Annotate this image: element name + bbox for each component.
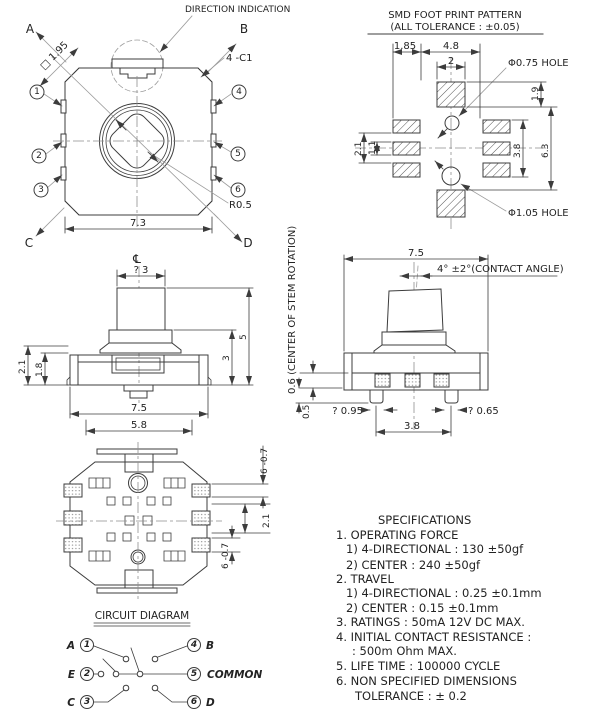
spec-line: 1) 4-DIRECTIONAL : 130 ±50gf: [346, 542, 524, 556]
stem-rotation-label: 0.6 (CENTER OF STEM ROTATION): [287, 225, 298, 394]
spec-line: 1. OPERATING FORCE: [336, 528, 459, 542]
front-stem-dia: ? 3: [133, 265, 149, 276]
circuit-pin-4: 4: [190, 640, 198, 650]
side-view: [287, 226, 564, 436]
radius-note: R0.5: [229, 200, 252, 211]
pin-1: 1: [34, 87, 40, 97]
pad-left-3: [393, 163, 420, 177]
circuit-label-b: B: [206, 640, 215, 652]
side-dim-0-5: 0.5: [302, 404, 312, 419]
direction-indication-label: DIRECTION INDICATION: [185, 5, 291, 15]
spec-line: 4. INITIAL CONTACT RESISTANCE :: [336, 630, 532, 644]
side-dim-3-8: 3.8: [404, 421, 420, 432]
bottom-pad-left-1: [64, 484, 82, 497]
front-dim-1-8: 1.8: [35, 362, 45, 377]
stem-square-dim: □ 1.95: [38, 39, 71, 73]
centerline-symbol: ℄: [133, 252, 141, 266]
side-contact-1: [375, 374, 390, 387]
spec-line: 6. NON SPECIFIED DIMENSIONS: [336, 674, 517, 688]
pad-right-2: [483, 142, 510, 155]
dim-6-3: 6.3: [541, 143, 551, 158]
circuit-pin-5: 5: [190, 669, 198, 679]
pad-right-3: [483, 163, 510, 177]
top-view-body-outline: [65, 68, 212, 215]
dim-3-8: 3.8: [513, 143, 523, 158]
side-leg-left: [370, 390, 383, 403]
circuit-label-a: A: [66, 640, 75, 652]
circuit-pin-1: 1: [83, 640, 91, 650]
spec-line: 2) CENTER : 0.15 ±0.1mm: [346, 601, 499, 615]
front-view: [18, 252, 253, 435]
pin-2: 2: [36, 151, 42, 161]
corner-label-d: D: [243, 236, 253, 250]
circuit-title: CIRCUIT DIAGRAM: [94, 610, 190, 622]
front-dim-2-1: 2.1: [18, 359, 28, 374]
circuit-label-d: D: [206, 697, 215, 709]
circuit-pin-6: 6: [190, 697, 198, 707]
side-knob: [387, 289, 443, 332]
pin-5: 5: [235, 149, 241, 159]
front-dim-5-8: 5.8: [131, 420, 147, 431]
specifications: [336, 513, 542, 703]
front-dim-5: 5: [239, 334, 249, 340]
dim-2-1: 2.1: [354, 141, 364, 156]
hole-large-label: Φ1.05 HOLE: [508, 208, 569, 219]
specs-title: SPECIFICATIONS: [378, 513, 472, 527]
side-contact-3: [434, 374, 449, 387]
pad-top: [437, 82, 465, 107]
side-dim-0-65: ? 0.65: [468, 406, 499, 417]
corner-label-a: A: [25, 22, 35, 36]
side-collar: [382, 332, 446, 345]
dim-1-9: 1.9: [531, 86, 541, 101]
dim-1-1: 1.1: [368, 140, 378, 155]
circuit-label-c: C: [67, 697, 75, 709]
corner-label-b: B: [239, 22, 249, 36]
spec-line: : 500m Ohm MAX.: [352, 644, 457, 658]
hole-small: [445, 116, 459, 130]
dim-2: 2: [447, 56, 455, 67]
bottom-pad-right-2: [192, 511, 210, 525]
circuit-pin-2: 2: [83, 669, 91, 679]
circuit-label-common: COMMON: [207, 669, 263, 681]
circuit-wiring: [94, 646, 187, 702]
front-dim-7-5: 7.5: [131, 403, 147, 414]
spec-line: TOLERANCE : ± 0.2: [355, 689, 467, 703]
bottom-pad-left-3: [64, 538, 82, 552]
footprint-title: SMD FOOT PRINT PATTERN: [388, 10, 522, 21]
bottom-view: [56, 442, 272, 600]
bottom-pad-right-1: [192, 484, 210, 497]
circuit-label-e: E: [67, 669, 75, 681]
chamfer-note: 4 -C1: [226, 53, 253, 64]
side-flare: [374, 345, 455, 353]
bottom-pad-right-3: [192, 538, 210, 552]
spec-line: 2) CENTER : 240 ±50gf: [346, 558, 481, 572]
bottom-pad-left-2: [64, 511, 82, 525]
bottom-body-outline: [70, 462, 207, 585]
hole-small-label: Φ0.75 HOLE: [508, 58, 569, 69]
side-leg-right: [445, 390, 458, 403]
pin-3: 3: [38, 185, 44, 195]
top-width-dim: 7.3: [130, 218, 146, 229]
side-dim-7-5: 7.5: [408, 248, 424, 259]
side-contact-2: [405, 374, 420, 387]
bottom-dim-6-07-bottom: 6 -0.7: [221, 542, 231, 569]
top-view: [25, 5, 291, 250]
side-dim-0-95: ? 0.95: [332, 406, 363, 417]
circuit-pin-3: 3: [83, 697, 91, 707]
pad-right-1: [483, 120, 510, 133]
spec-line: 1) 4-DIRECTIONAL : 0.25 ±0.1mm: [346, 586, 542, 600]
contact-angle-label: 4° ±2°(CONTACT ANGLE): [437, 264, 564, 275]
circuit-diagram: [66, 610, 263, 709]
pin-4: 4: [236, 87, 242, 97]
dim-1-85: 1.85: [393, 41, 417, 52]
front-collar: [109, 330, 172, 343]
corner-label-c: C: [24, 236, 34, 250]
dim-4-8: 4.8: [443, 41, 459, 52]
front-dim-3: 3: [222, 355, 232, 361]
pad-left-1: [393, 120, 420, 133]
spec-line: 5. LIFE TIME : 100000 CYCLE: [336, 659, 501, 673]
pad-left-2: [393, 142, 420, 155]
indicator-tab: [112, 59, 163, 68]
spec-line: 3. RATINGS : 50mA 12V DC MAX.: [336, 615, 525, 629]
spec-line: 2. TRAVEL: [336, 572, 394, 586]
front-knob: [117, 288, 165, 330]
bottom-dim-6-07-top: 6 -0.7: [260, 447, 270, 474]
front-flare: [100, 343, 181, 353]
footprint-tolerance: (ALL TOLERANCE : ±0.05): [390, 22, 520, 33]
pin-6: 6: [235, 185, 241, 195]
pad-bottom: [437, 190, 465, 217]
bottom-dim-2-1: 2.1: [262, 513, 272, 528]
smd-footprint: [354, 10, 569, 230]
